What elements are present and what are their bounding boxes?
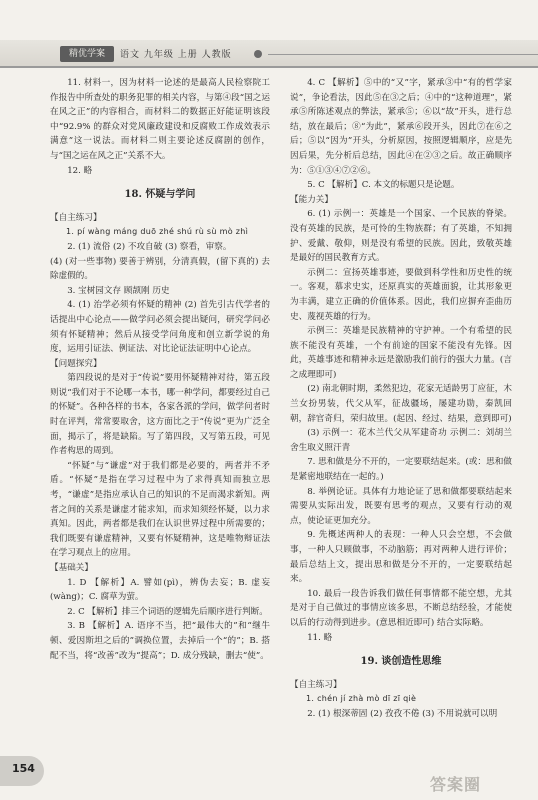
left-column [50,76,270,663]
answer-jichu-3: 3. B 【解析】A. 语序不当，把“最伟大的”和“继牛顿、爱因斯坦之后的”调换位置，去掉后一个“的”；B. 搭配不当，将“改善”改为“提高”；D. 成分残缺，删去“使”。 [50,621,270,661]
answer-zizhu-2b: (4) (对一些事物) 要善于辨别，分清真假，(留下真的) 去除虚假的。 [50,256,270,282]
lesson-title-19: 19. 谈创造性思维 [360,656,442,668]
answer-nengli-6-1: 6. (1) 示例一：英雄是一个国家、一个民族的脊梁。没有英雄的民族，是可怜的生物族群；有了英雄，不知拥护、爱戴、敬仰，则是没有希望的民族。因此，致敬英雄是最好的国民教育方式。 [290,209,512,264]
section-zizhu: 【自主练习】 [50,212,102,223]
answer-nengli-6-example3: 示例三：英雄是民族精神的守护神。一个有希望的民族不能没有英雄，一个有前途的国家不能没有先锋。因此，英雄事迹和精神永远是激励我们前行的强大力量。(言之成理即可) [290,326,512,380]
answer-nengli-6-2: (2) 南北朝时期，柔然犯边，花家无适龄男丁应征，木兰女扮男装，代父从军，征战疆场，屡建功勋，秦凯回朝，辞官奇归，荣归故里。(起因、经过、结果，意到即可) [290,384,512,424]
answer-19-zizhu-1: 1. chén jí zhà mò dī zī qiè [306,694,417,704]
page-number: 154 [12,762,35,775]
answer-zizhu-1: 1. pí wàng máng duō zhé shú rù sù mò zhì [66,227,249,237]
header-divider [268,54,538,55]
answer-nengli-6-3: (3) 示例一：花木兰代父从军建奇功 示例二：刘胡兰舍生取义照汗青 [290,428,512,453]
answer-jichu-1: 1. D 【解析】A. 譬如(pì)，辨伪去妄；B. 虚妄(wàng)；C. 腐草为萤。 [50,577,270,603]
answer-12: 12. 略 [67,165,93,176]
answer-tanjiu-2: “怀疑”与“谦虚”对于我们都是必要的，两者并不矛盾。“怀疑”是指在学习过程中为了求得真知而独立思考，“谦虚”是指应承认自己的知识的不足而渴求新知。两者之间的关系是谦虚才能求知，而求知须经怀疑，以力求真知。因此，两者都是我们在认识世界过程中所需要的；我们既要有谦虚精神，又要有怀疑精神，这是唯物辩证法在学习观点上的应用。 [50,460,270,559]
answer-zizhu-4: 4. (1) 治学必须有怀疑的精神 (2) 首先引古代学者的话提出中心论点——做学问必须会提出疑问，研究学问必须有怀疑精神；然后从接受学问角度和创立新学说的角度，运用引证法、例证法、对比论证法证明中心论点。 [50,300,270,355]
lesson-title-18: 18. 怀疑与学问 [124,189,196,201]
answer-nengli-10: 10. 最后一段告诉我们做任何事情都不能空想，尤其是对于自己做过的事情应该多思，不断总结经验，才能使以后的行动得到进步。(意思相近即可) 结合实际略。 [290,588,512,628]
answer-nengli-8: 8. 举例论证。具体有力地论证了思和做都要联结起来需要从实际出发，既要有思考的观点，又要有行动的观点，使论证更加充分。 [290,486,512,526]
answer-nengli-6-example2: 示例二：宣扬英雄事迹，要做到科学性和历史性的统一。客观，慕求史实，还原真实的英雄面貌，让其形象更为丰满，建立正确的价值体系。因此，我们应摒弃歪曲历史、蔑视英雄的行为。 [290,267,512,322]
answer-zizhu-3: 3. 宝树园文存 顾颉刚 历史 [67,285,170,296]
answer-nengli-11: 11. 略 [307,632,333,643]
section-wenti: 【问题探究】 [50,358,102,369]
answer-jichu-4: 4. C 【解析】⑤中的“又”字，紧承③中“有的哲学家说”，争论看法，因此⑤在③之后；④中的“这种道理”，紧承⑤所陈述观点的弊法，紧承⑤；⑥以“故”开头，进行总结，放在最后；⑧“为此”，紧承⑥段开头，因此⑦在⑥之后；⑤以“因为”开头，分析原因，按照逻辑顺序，应是先因后果，先分析后总结，因此④在②③之后。故正确顺序为：⑤①③④⑦②⑥。 [290,78,512,176]
section-nengli: 【能力关】 [290,194,333,205]
brand-logo: 精优学案 [60,46,114,62]
answer-jichu-2: 2. C 【解析】排三个词语的逻辑先后顺序进行判断。 [67,606,268,617]
book-info: 语文 九年级 上册 人教版 [120,50,232,60]
right-column [290,76,512,722]
answer-nengli-9: 9. 先概述两种人的表现：一种人只会空想，不会做事，一种人只顾做事，不动脑筋；再对两种人进行评价；最后总结上文，提出思和做是分不开的，一定要联结起来。 [290,530,512,585]
answer-tanjiu-1: 第四段说的是对于“传说”要用怀疑精神对待，第五段则说“我们对于不论哪一本书，哪一种学问，都要经过自己的怀疑”。各种各样的书本，各家各派的学问，做学问者时时在评判，常常要取舍，这方面比之于“传说”更为广泛全面，揭示了，将是缺陷。写了第四段，又写第五段，可见作者构思的周到。 [50,373,270,457]
answer-jichu-5: 5. C 【解析】C. 本文的标题只是论题。 [307,180,460,191]
watermark: 答案圈 [430,775,482,794]
answer-11: 11. 材料一，因为材料一论述的是最高人民检察院工作报告中所查处的职务犯罪的相关内容，与第④段“国之运在风之正”的内容相合，而材料二的数据正好能证明该段中“92.9% 的群众对党风廉政建设和反腐败工作成效表示满意”这一说法。而材料二则主要论述反腐剧的创作，与“国之运在风之正”关系不大。 [50,78,270,161]
answer-nengli-7: 7. 思和做是分不开的，一定要联结起来。(或：思和做是紧密地联结在一起的。) [290,457,512,483]
header-bullet-icon [254,50,262,58]
section-zizhu-2: 【自主练习】 [290,679,342,690]
section-jichu: 【基础关】 [50,563,93,573]
answer-zizhu-2a: 2. (1) 流俗 (2) 不攻自破 (3) 察看，审察。 [67,241,232,252]
answer-19-zizhu-2: 2. (1) 根深蒂固 (2) 孜孜不倦 (3) 不用说就可以明 [307,708,498,719]
